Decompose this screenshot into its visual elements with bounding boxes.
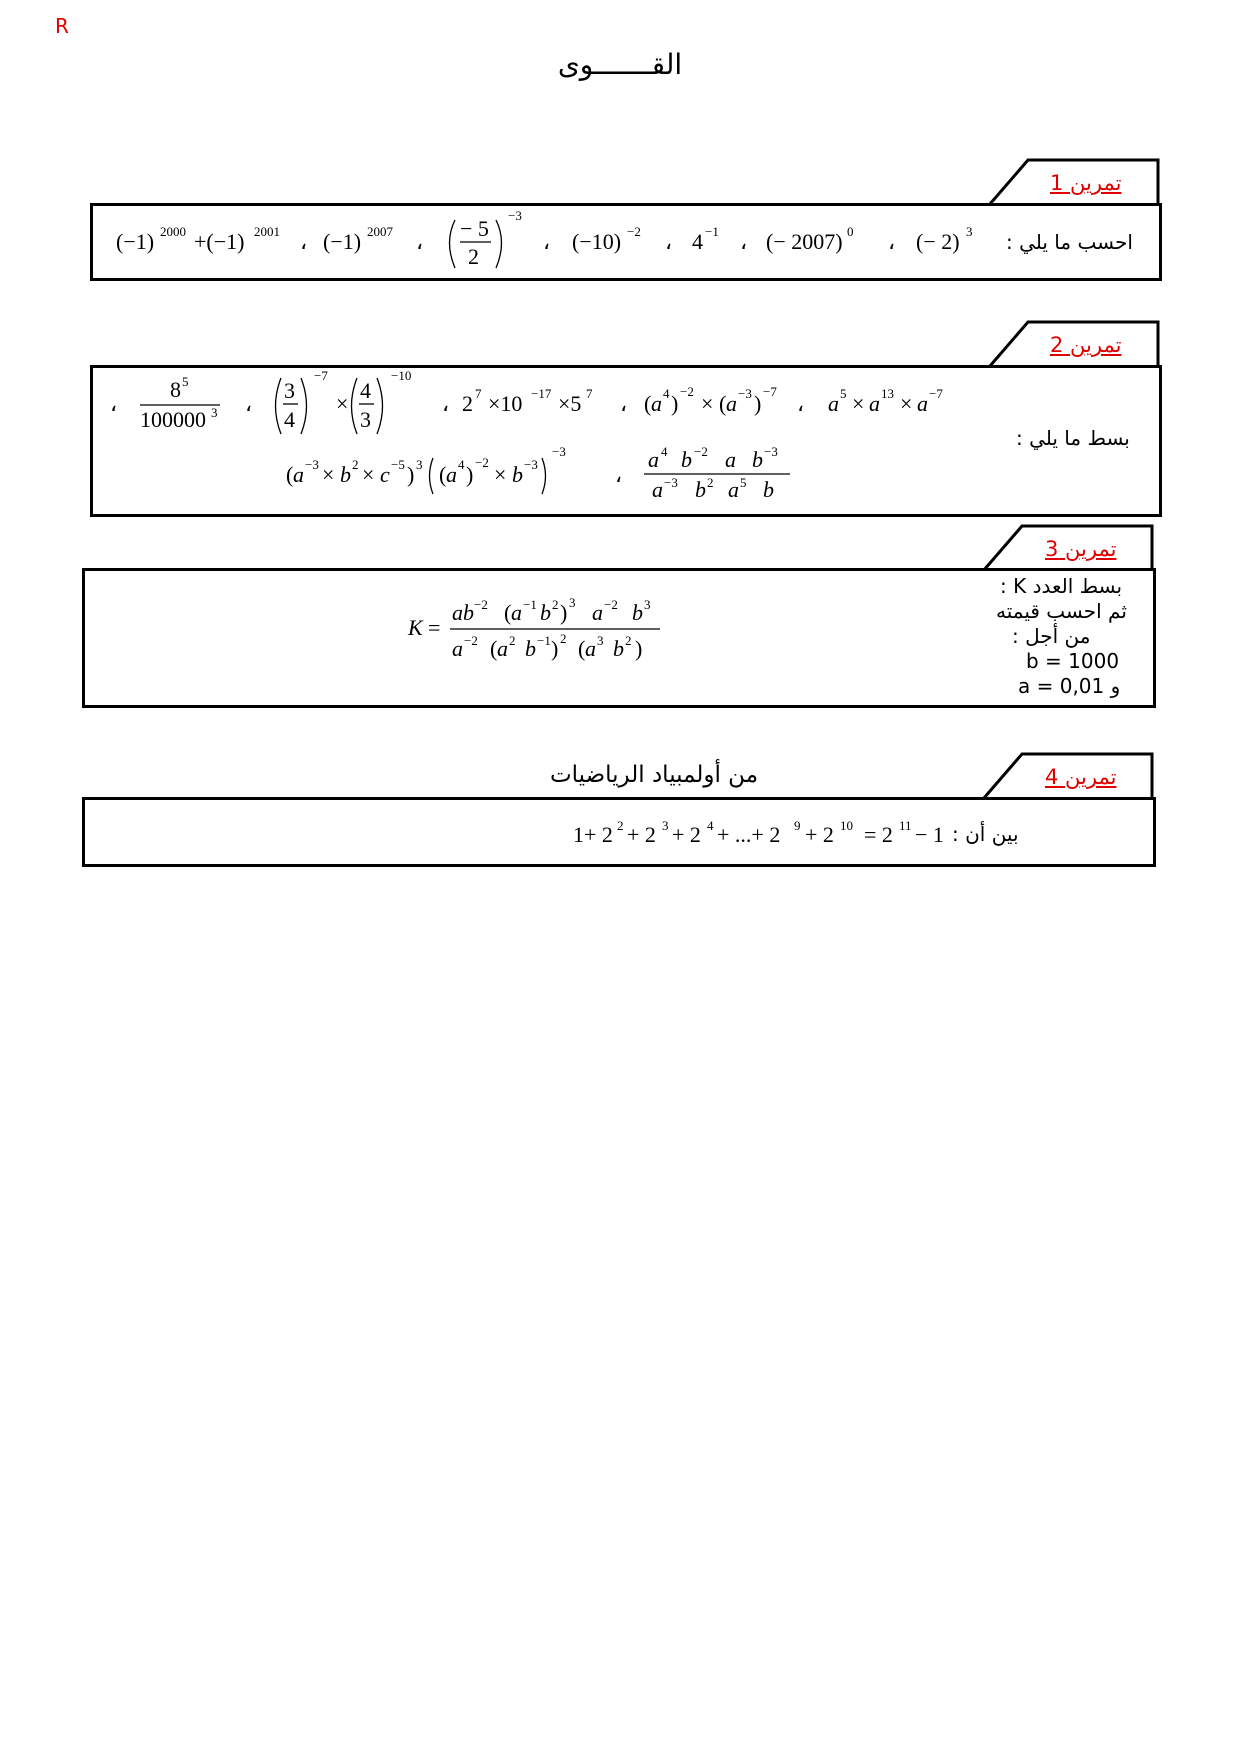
svg-text:b: b (752, 447, 763, 472)
exercise-1-instruction: احسب ما يلي : (1006, 230, 1133, 254)
svg-text:5: 5 (740, 475, 747, 490)
svg-text:ab: ab (452, 600, 474, 625)
svg-text:×: × (322, 462, 335, 487)
svg-text:5: 5 (182, 374, 189, 389)
svg-text:): ) (754, 391, 762, 416)
svg-text:a: a (592, 600, 603, 625)
svg-text:2: 2 (707, 475, 714, 490)
svg-text:+ 2: + 2 (627, 822, 656, 847)
svg-text:،: ، (110, 391, 118, 416)
svg-text:×: × (852, 391, 865, 416)
svg-text:+ 2: + 2 (805, 822, 834, 847)
svg-text:2: 2 (552, 597, 559, 612)
svg-text:b: b (695, 477, 706, 502)
svg-text:×5: ×5 (558, 391, 582, 416)
svg-text:b: b (613, 636, 624, 661)
svg-text:7: 7 (586, 386, 593, 401)
svg-text:(: ( (286, 462, 294, 487)
svg-text:4: 4 (661, 444, 668, 459)
svg-text:= 2: = 2 (864, 822, 893, 847)
svg-text:): ) (551, 636, 559, 661)
svg-text:a: a (497, 636, 508, 661)
svg-text:−2: −2 (475, 455, 489, 470)
svg-text:4: 4 (284, 407, 295, 432)
svg-text:،: ، (615, 462, 623, 487)
svg-text:،: ، (740, 229, 748, 254)
svg-text:K: K (408, 615, 423, 640)
exercise-2-instruction: بسط ما يلي : (1016, 426, 1130, 450)
svg-text:−17: −17 (531, 386, 552, 401)
svg-text:(: ( (578, 636, 586, 661)
svg-text:،: ، (416, 229, 424, 254)
svg-text:2: 2 (617, 818, 624, 833)
svg-text:b: b (632, 600, 643, 625)
svg-text:×10: ×10 (488, 391, 523, 416)
svg-text:−7: −7 (929, 386, 943, 401)
corner-mark: R (55, 14, 69, 38)
svg-text:): ) (466, 462, 474, 487)
svg-text:−3: −3 (664, 475, 678, 490)
svg-text:×: × (336, 391, 349, 416)
svg-text:a: a (728, 477, 739, 502)
svg-text:،: ، (442, 391, 450, 416)
svg-text:−3: −3 (738, 386, 752, 401)
svg-text:،: ، (665, 229, 673, 254)
exercise-4-identity (565, 806, 955, 856)
svg-text:4: 4 (707, 818, 714, 833)
svg-text:2: 2 (462, 391, 473, 416)
svg-text:a: a (917, 391, 928, 416)
svg-text:): ) (560, 600, 568, 625)
svg-text:،: ، (620, 391, 628, 416)
svg-text:7: 7 (475, 386, 482, 401)
svg-text:(− 2007): (− 2007) (766, 229, 843, 254)
svg-text:−3: −3 (508, 208, 522, 223)
svg-text:a: a (651, 391, 662, 416)
svg-text:a: a (648, 447, 659, 472)
svg-text:3: 3 (569, 595, 576, 610)
svg-text:+ ...+ 2: + ...+ 2 (717, 822, 781, 847)
svg-text:b: b (763, 477, 774, 502)
svg-text:−7: −7 (763, 384, 777, 399)
svg-text:(: ( (644, 391, 652, 416)
svg-text:a: a (293, 462, 304, 487)
svg-text:−1: −1 (523, 597, 537, 612)
svg-text:b: b (540, 600, 551, 625)
svg-text:−3: −3 (524, 457, 538, 472)
svg-text:2000: 2000 (160, 224, 186, 239)
exercise-4-instruction: بين أن : (952, 822, 1019, 846)
svg-text:a: a (869, 391, 880, 416)
svg-text:3: 3 (644, 597, 651, 612)
exercise-3-formula (400, 590, 700, 680)
svg-text:a: a (446, 462, 457, 487)
exercise-3-line-1: بسط العدد K : (1000, 574, 1123, 598)
exercise-2-tab-label: تمرين 2 (1050, 333, 1122, 357)
exercise-4-tab-label: تمرين 4 (1045, 765, 1117, 789)
exercise-3-line-5: و a = 0,01 (1018, 674, 1121, 698)
svg-text:− 5: − 5 (460, 216, 489, 241)
svg-text:a: a (585, 636, 596, 661)
svg-text:2001: 2001 (254, 224, 280, 239)
svg-text:−1: −1 (537, 633, 551, 648)
exercise-3-line-4: b = 1000 (1026, 649, 1120, 673)
svg-text:a: a (828, 391, 839, 416)
svg-text:3: 3 (360, 407, 371, 432)
svg-text:−5: −5 (391, 457, 405, 472)
svg-text:1+ 2: 1+ 2 (573, 822, 613, 847)
exercise-1-expressions (110, 208, 1010, 274)
svg-text:−2: −2 (680, 384, 694, 399)
svg-text:a: a (511, 600, 522, 625)
svg-text:−2: −2 (464, 633, 478, 648)
svg-text:+ 2: + 2 (672, 822, 701, 847)
svg-text:4: 4 (692, 229, 703, 254)
svg-text:−2: −2 (627, 224, 641, 239)
svg-text:a: a (726, 391, 737, 416)
svg-text:+(−1): +(−1) (194, 229, 245, 254)
svg-text:−2: −2 (604, 597, 618, 612)
svg-text:3: 3 (662, 818, 669, 833)
svg-text:3: 3 (597, 633, 604, 648)
svg-text:=: = (428, 615, 441, 640)
svg-text:3: 3 (416, 457, 423, 472)
svg-text:×: × (900, 391, 913, 416)
svg-text:×: × (701, 391, 714, 416)
svg-text:(: ( (719, 391, 727, 416)
svg-text:−2: −2 (474, 597, 488, 612)
svg-text:−3: −3 (552, 444, 566, 459)
svg-text:4: 4 (458, 457, 465, 472)
svg-text:،: ، (543, 229, 551, 254)
svg-text:3: 3 (284, 378, 295, 403)
svg-text:2: 2 (352, 457, 359, 472)
svg-text:−3: −3 (305, 457, 319, 472)
svg-text:2: 2 (560, 631, 567, 646)
svg-text:2: 2 (509, 633, 516, 648)
svg-text:): ) (407, 462, 415, 487)
svg-text:11: 11 (899, 818, 912, 833)
svg-text:100000: 100000 (140, 407, 206, 432)
svg-text:(: ( (490, 636, 498, 661)
page-title: القـــــــوى (557, 48, 683, 81)
svg-text:(: ( (439, 462, 447, 487)
svg-text:−3: −3 (764, 444, 778, 459)
svg-text:،: ، (300, 229, 308, 254)
svg-text:(−10): (−10) (572, 229, 622, 254)
svg-text:): ) (635, 636, 643, 661)
svg-text:4: 4 (360, 378, 371, 403)
exercise-2-expressions (100, 370, 1000, 508)
svg-text:(− 2): (− 2) (916, 229, 960, 254)
svg-text:−2: −2 (694, 444, 708, 459)
svg-text:a: a (452, 636, 463, 661)
exercise-4-heading: من أولمبياد الرياضيات (550, 762, 759, 788)
svg-text:(−1): (−1) (116, 229, 155, 254)
exercise-1-tab-label: تمرين 1 (1050, 171, 1122, 195)
svg-text:a: a (652, 477, 663, 502)
svg-text:−1: −1 (705, 224, 719, 239)
svg-text:2007: 2007 (367, 224, 393, 239)
svg-text:4: 4 (663, 386, 670, 401)
svg-text:10: 10 (840, 818, 853, 833)
svg-text:b: b (340, 462, 351, 487)
svg-text:،: ، (245, 391, 253, 416)
svg-text:×: × (494, 462, 507, 487)
svg-text:c: c (380, 462, 390, 487)
exercise-3-tab-label: تمرين 3 (1045, 537, 1117, 561)
svg-text:(−1): (−1) (323, 229, 362, 254)
svg-text:2: 2 (468, 244, 479, 269)
svg-text:b: b (512, 462, 523, 487)
svg-text:−10: −10 (391, 368, 412, 383)
svg-text:9: 9 (794, 818, 801, 833)
svg-text:×: × (362, 462, 375, 487)
svg-text:،: ، (888, 229, 896, 254)
svg-text:2: 2 (625, 633, 632, 648)
exercise-3-line-3: من أجل : (1012, 624, 1091, 648)
svg-text:b: b (681, 447, 692, 472)
svg-text:،: ، (797, 391, 805, 416)
svg-text:a: a (725, 447, 736, 472)
svg-text:8: 8 (170, 377, 181, 402)
svg-text:− 1: − 1 (915, 822, 944, 847)
svg-text:5: 5 (840, 386, 847, 401)
svg-text:3: 3 (211, 405, 218, 420)
exercise-3-line-2: ثم احسب قيمته (996, 599, 1127, 623)
svg-text:(: ( (504, 600, 512, 625)
svg-text:0: 0 (847, 224, 854, 239)
svg-text:13: 13 (881, 386, 894, 401)
svg-text:3: 3 (966, 224, 973, 239)
svg-text:b: b (525, 636, 536, 661)
svg-text:−7: −7 (314, 368, 328, 383)
svg-text:): ) (671, 391, 679, 416)
